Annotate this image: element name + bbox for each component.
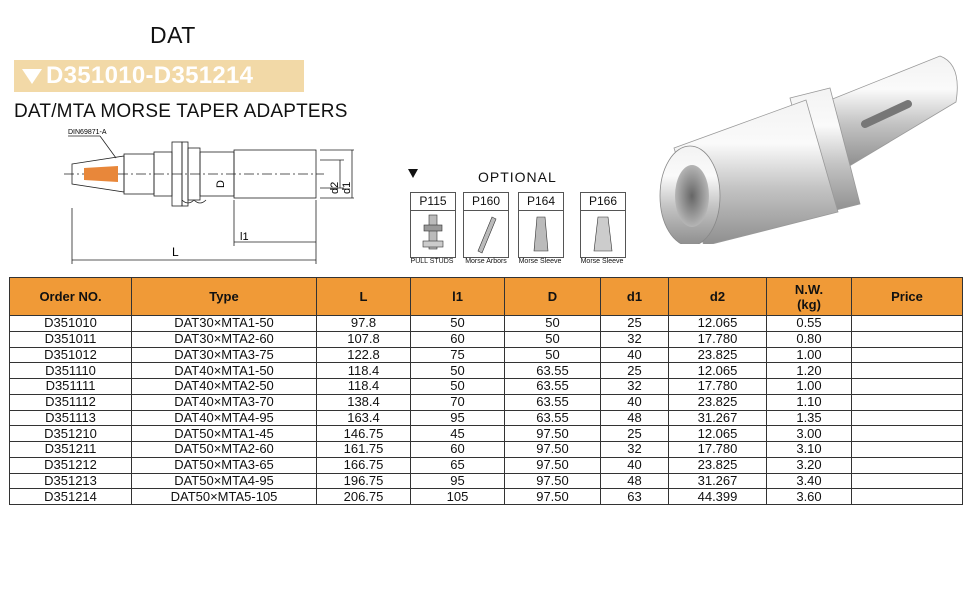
dim-d2: d2 <box>329 181 341 194</box>
table-cell: 50 <box>505 331 601 347</box>
morse-arbor-icon <box>464 211 508 257</box>
table-cell: 1.00 <box>767 347 852 363</box>
table-cell: DAT50×MTA3-65 <box>132 457 317 473</box>
product-subtitle: DAT/MTA MORSE TAPER ADAPTERS <box>14 101 348 122</box>
table-cell: 97.50 <box>505 457 601 473</box>
dim-D: D <box>215 180 227 188</box>
table-cell: D351010 <box>10 316 132 332</box>
pull-stud-icon <box>411 211 455 257</box>
table-cell: DAT40×MTA1-50 <box>132 363 317 379</box>
table-cell: 118.4 <box>317 379 411 395</box>
table-cell: 118.4 <box>317 363 411 379</box>
standard-label: DIN69871-A <box>68 129 107 136</box>
table-cell: DAT50×MTA2-60 <box>132 442 317 458</box>
table-cell: 63.55 <box>505 379 601 395</box>
table-cell: 161.75 <box>317 442 411 458</box>
table-cell: 23.825 <box>669 394 767 410</box>
col-order-no: Order NO. <box>10 278 132 316</box>
table-cell: 65 <box>411 457 505 473</box>
table-cell: 95 <box>411 410 505 426</box>
table-cell: 31.267 <box>669 410 767 426</box>
optional-caption: Morse Sleeve <box>580 258 624 265</box>
table-cell: DAT50×MTA5-105 <box>132 489 317 505</box>
table-cell: 0.80 <box>767 331 852 347</box>
table-cell <box>852 489 963 505</box>
table-cell <box>852 379 963 395</box>
table-cell: DAT30×MTA1-50 <box>132 316 317 332</box>
table-cell <box>852 331 963 347</box>
col-type: Type <box>132 278 317 316</box>
table-cell: D351213 <box>10 473 132 489</box>
optional-caption: Morse Arbors <box>465 258 507 265</box>
table-cell: D351012 <box>10 347 132 363</box>
table-cell <box>852 363 963 379</box>
table-cell: 12.065 <box>669 426 767 442</box>
brand-title: DAT <box>150 22 196 48</box>
table-cell: 97.8 <box>317 316 411 332</box>
table-cell: 17.780 <box>669 379 767 395</box>
table-cell: 48 <box>601 410 669 426</box>
table-cell: 50 <box>505 316 601 332</box>
table-cell: 97.50 <box>505 426 601 442</box>
table-cell: D351112 <box>10 394 132 410</box>
table-cell: D351111 <box>10 379 132 395</box>
dim-L: L <box>172 245 179 259</box>
table-cell: 48 <box>601 473 669 489</box>
table-cell: 206.75 <box>317 489 411 505</box>
optional-item-p160[interactable] <box>463 192 509 258</box>
table-cell <box>852 316 963 332</box>
optional-item-p166[interactable] <box>580 192 626 258</box>
table-cell: 17.780 <box>669 331 767 347</box>
spec-table <box>9 277 963 505</box>
table-cell: 50 <box>411 379 505 395</box>
table-cell: 97.50 <box>505 489 601 505</box>
table-cell: DAT40×MTA4-95 <box>132 410 317 426</box>
table-cell: 12.065 <box>669 363 767 379</box>
table-cell: 17.780 <box>669 442 767 458</box>
table-cell: D351110 <box>10 363 132 379</box>
table-cell: 25 <box>601 363 669 379</box>
table-cell: 97.50 <box>505 442 601 458</box>
technical-drawing <box>54 128 374 274</box>
table-cell: DAT50×MTA1-45 <box>132 426 317 442</box>
table-cell: 44.399 <box>669 489 767 505</box>
table-row <box>10 379 963 395</box>
table-cell: 32 <box>601 442 669 458</box>
table-row <box>10 442 963 458</box>
table-cell: 3.40 <box>767 473 852 489</box>
table-cell: 40 <box>601 394 669 410</box>
table-cell: D351210 <box>10 426 132 442</box>
table-cell: 60 <box>411 442 505 458</box>
table-cell: DAT50×MTA4-95 <box>132 473 317 489</box>
col-L: L <box>317 278 411 316</box>
table-row <box>10 457 963 473</box>
table-row <box>10 489 963 505</box>
table-cell: 32 <box>601 379 669 395</box>
dim-l1: l1 <box>240 231 249 243</box>
table-cell <box>852 410 963 426</box>
optional-code: P160 <box>464 193 508 211</box>
table-cell <box>852 457 963 473</box>
optional-code: P164 <box>519 193 563 211</box>
table-cell: D351211 <box>10 442 132 458</box>
table-cell: 0.55 <box>767 316 852 332</box>
table-cell <box>852 347 963 363</box>
table-cell: D351212 <box>10 457 132 473</box>
table-cell: DAT30×MTA2-60 <box>132 331 317 347</box>
table-cell: 75 <box>411 347 505 363</box>
morse-sleeve-icon <box>581 211 625 257</box>
table-cell <box>852 426 963 442</box>
table-row <box>10 331 963 347</box>
table-cell: D351214 <box>10 489 132 505</box>
table-cell <box>852 442 963 458</box>
table-cell: 70 <box>411 394 505 410</box>
table-cell: 138.4 <box>317 394 411 410</box>
table-cell: 166.75 <box>317 457 411 473</box>
table-cell: 1.20 <box>767 363 852 379</box>
table-cell: 97.50 <box>505 473 601 489</box>
table-cell <box>852 394 963 410</box>
col-price: Price <box>852 278 963 316</box>
table-cell: 12.065 <box>669 316 767 332</box>
table-cell: 60 <box>411 331 505 347</box>
table-cell: 50 <box>411 363 505 379</box>
table-cell: 50 <box>411 316 505 332</box>
table-row <box>10 473 963 489</box>
table-cell: 63 <box>601 489 669 505</box>
optional-code: P115 <box>411 193 455 211</box>
table-cell: 1.10 <box>767 394 852 410</box>
table-cell <box>852 473 963 489</box>
optional-caption: Morse Sleeve <box>518 258 562 265</box>
col-d2: d2 <box>669 278 767 316</box>
table-cell: 1.35 <box>767 410 852 426</box>
col-nw: N.W. (kg) <box>767 278 852 316</box>
table-cell: 3.20 <box>767 457 852 473</box>
optional-code: P166 <box>581 193 625 211</box>
table-row <box>10 426 963 442</box>
table-cell: 40 <box>601 457 669 473</box>
table-row <box>10 363 963 379</box>
triangle-down-icon <box>408 169 418 178</box>
table-cell: 40 <box>601 347 669 363</box>
optional-caption: PULL STUDS <box>410 258 454 265</box>
col-d1: d1 <box>601 278 669 316</box>
product-image <box>650 44 970 244</box>
dim-d1: d1 <box>341 181 353 194</box>
table-cell: D351113 <box>10 410 132 426</box>
table-cell: 1.00 <box>767 379 852 395</box>
table-cell: 3.60 <box>767 489 852 505</box>
table-cell: 25 <box>601 426 669 442</box>
table-row <box>10 410 963 426</box>
optional-title: OPTIONAL <box>478 169 557 185</box>
table-cell: DAT40×MTA2-50 <box>132 379 317 395</box>
table-cell: 196.75 <box>317 473 411 489</box>
table-cell: 163.4 <box>317 410 411 426</box>
table-row <box>10 347 963 363</box>
table-cell: 63.55 <box>505 410 601 426</box>
table-cell: 45 <box>411 426 505 442</box>
optional-item-p115[interactable] <box>410 192 456 258</box>
optional-item-p164[interactable] <box>518 192 564 258</box>
series-range: D351010-D351214 <box>46 62 254 89</box>
morse-sleeve-icon <box>519 211 563 257</box>
table-cell: 63.55 <box>505 363 601 379</box>
table-cell: 122.8 <box>317 347 411 363</box>
table-cell: 23.825 <box>669 457 767 473</box>
table-cell: 146.75 <box>317 426 411 442</box>
table-cell: 25 <box>601 316 669 332</box>
col-D: D <box>505 278 601 316</box>
table-cell: 107.8 <box>317 331 411 347</box>
table-cell: 31.267 <box>669 473 767 489</box>
table-row <box>10 394 963 410</box>
table-cell: 105 <box>411 489 505 505</box>
table-cell: DAT30×MTA3-75 <box>132 347 317 363</box>
table-cell: D351011 <box>10 331 132 347</box>
table-cell: DAT40×MTA3-70 <box>132 394 317 410</box>
table-row <box>10 316 963 332</box>
table-cell: 63.55 <box>505 394 601 410</box>
table-cell: 50 <box>505 347 601 363</box>
col-l1: l1 <box>411 278 505 316</box>
table-cell: 32 <box>601 331 669 347</box>
table-cell: 95 <box>411 473 505 489</box>
table-header-row <box>10 278 963 316</box>
table-cell: 23.825 <box>669 347 767 363</box>
table-cell: 3.00 <box>767 426 852 442</box>
table-cell: 3.10 <box>767 442 852 458</box>
triangle-down-icon <box>22 69 42 84</box>
